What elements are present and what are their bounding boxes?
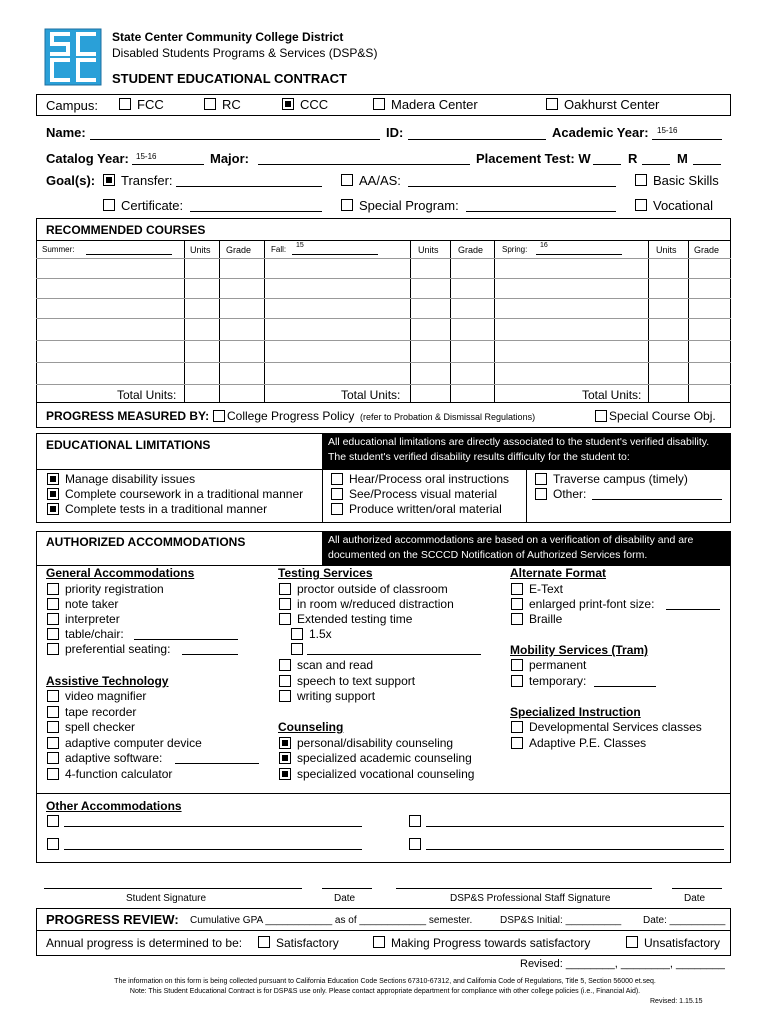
co-vocational-label: specialized vocational counseling (297, 767, 475, 781)
at-calculator-checkbox[interactable] (47, 768, 59, 780)
other-accommodations-title: Other Accommodations (46, 799, 182, 813)
ts-proctor-checkbox[interactable] (279, 583, 291, 595)
at-video-magnifier-label: video magnifier (65, 689, 147, 703)
recommended-courses-title: RECOMMENDED COURSES (46, 223, 206, 237)
spring-label: Spring: (502, 245, 528, 254)
limitation-coursework-label: Complete coursework in a traditional manner (65, 487, 304, 501)
placement-r-label: R (628, 151, 638, 166)
fall-label: Fall: (271, 245, 287, 254)
id-field[interactable] (408, 139, 546, 140)
campus-oakhurst-label: Oakhurst Center (564, 97, 660, 112)
ts-1-5x-label: 1.5x (309, 627, 332, 641)
limitation-produce-label: Produce written/oral material (349, 502, 502, 516)
at-adaptive-software-label: adaptive software: (65, 751, 163, 765)
ts-other-time-checkbox[interactable] (291, 643, 303, 655)
scccd-logo (44, 28, 102, 86)
gen-interpreter-label: interpreter (65, 612, 120, 626)
placement-r-field[interactable] (642, 164, 670, 165)
special-course-obj-label: Special Course Obj. (609, 409, 716, 423)
fall-value: 15 (296, 242, 304, 249)
gen-table-chair-label: table/chair: (65, 627, 124, 641)
alternate-format-title: Alternate Format (510, 566, 607, 580)
goal-certificate-checkbox[interactable] (103, 199, 115, 211)
summer-units-header: Units (190, 245, 211, 255)
limitation-other-checkbox[interactable] (535, 488, 547, 500)
fall-term-field[interactable] (292, 254, 378, 255)
other-accommodation-3-field[interactable] (64, 849, 362, 850)
spring-total-units-label: Total Units: (582, 388, 642, 402)
catalog-year-label: Catalog Year: (46, 151, 129, 166)
gen-priority-registration-label: priority registration (65, 582, 164, 596)
co-personal-label: personal/disability counseling (297, 736, 454, 750)
campus-fcc-label: FCC (137, 97, 164, 112)
making-progress-checkbox[interactable] (373, 936, 385, 948)
limitation-hear-label: Hear/Process oral instructions (349, 472, 510, 486)
summer-total-units-label: Total Units: (117, 388, 177, 402)
fall-units-header: Units (418, 245, 439, 255)
goal-aa-label: AA/AS: (359, 173, 401, 188)
satisfactory-checkbox[interactable] (258, 936, 270, 948)
general-accommodations-title: General Accommodations (46, 566, 195, 580)
goals-label: Goal(s): (46, 173, 96, 188)
academic-year-label: Academic Year: (552, 125, 649, 140)
goal-special-program-label: Special Program: (359, 198, 459, 213)
af-braille-label: Braille (529, 612, 563, 626)
spring-term-field[interactable] (536, 254, 622, 255)
program-name: Disabled Students Programs & Services (DSP&S) (112, 46, 378, 60)
academic-year-field[interactable] (652, 139, 722, 140)
placement-w-field[interactable] (593, 164, 621, 165)
fall-total-units-label: Total Units: (341, 388, 401, 402)
ts-extended-time-checkbox[interactable] (279, 613, 291, 625)
si-adaptive-pe-label: Adaptive P.E. Classes (529, 736, 647, 750)
limitation-other-field[interactable] (592, 499, 722, 500)
co-academic-label: specialized academic counseling (297, 751, 472, 765)
dsps-initial-line: DSP&S Initial: __________ (500, 915, 622, 926)
counseling-title: Counseling (278, 720, 344, 734)
academic-year-value: 15-16 (657, 126, 678, 135)
ms-permanent-label: permanent (529, 658, 587, 672)
ts-proctor-label: proctor outside of classroom (297, 582, 448, 596)
spring-value: 16 (540, 242, 548, 249)
limitation-traverse-checkbox[interactable] (535, 473, 547, 485)
testing-services-title: Testing Services (278, 566, 373, 580)
ts-extended-time-label: Extended testing time (297, 612, 413, 626)
campus-fcc-checkbox[interactable] (119, 98, 131, 110)
major-label: Major: (210, 151, 249, 166)
summer-label: Summer: (42, 245, 75, 254)
co-academic-checkbox[interactable] (279, 752, 291, 764)
at-adaptive-computer-checkbox[interactable] (47, 737, 59, 749)
ts-reduced-distraction-label: in room w/reduced distraction (297, 597, 454, 611)
af-etext-checkbox[interactable] (511, 583, 523, 595)
limitation-tests-checkbox[interactable] (47, 503, 59, 515)
goal-vocational-label: Vocational (653, 198, 713, 213)
ts-speech-to-text-label: speech to text support (297, 674, 416, 688)
making-progress-label: Making Progress towards satisfactory (391, 936, 591, 950)
campus-rc-checkbox[interactable] (204, 98, 216, 110)
mobility-services-title: Mobility Services (Tram) (510, 643, 649, 657)
district-name: State Center Community College District (112, 30, 344, 44)
summer-term-field[interactable] (86, 254, 172, 255)
other-accommodation-4-checkbox[interactable] (409, 838, 421, 850)
at-adaptive-software-checkbox[interactable] (47, 752, 59, 764)
ts-scan-read-label: scan and read (297, 658, 374, 672)
goal-special-program-checkbox[interactable] (341, 199, 353, 211)
at-video-magnifier-checkbox[interactable] (47, 690, 59, 702)
goal-special-program-field[interactable] (466, 211, 616, 212)
at-tape-recorder-checkbox[interactable] (47, 706, 59, 718)
unsatisfactory-checkbox[interactable] (626, 936, 638, 948)
staff-signature-field[interactable] (396, 888, 652, 889)
limitation-manage-disability-label: Manage disability issues (65, 472, 196, 486)
at-adaptive-software-field[interactable] (175, 763, 259, 764)
goal-transfer-checkbox[interactable] (103, 174, 115, 186)
co-personal-checkbox[interactable] (279, 737, 291, 749)
at-spell-checker-checkbox[interactable] (47, 721, 59, 733)
gen-note-taker-label: note taker (65, 597, 119, 611)
limitation-see-label: See/Process visual material (349, 487, 498, 501)
gen-table-chair-checkbox[interactable] (47, 628, 59, 640)
authorized-accommodations-title: AUTHORIZED ACCOMMODATIONS (46, 535, 246, 549)
authorized-accommodations-note: All authorized accommodations are based on a verification of disability and are documented on the SCCCD Notification of Authorized Services form. (322, 531, 731, 565)
si-developmental-checkbox[interactable] (511, 721, 523, 733)
footer-note-line: Note: This Student Educational Contract is for DSP&S use only. Please contact appropriate department for compliance with other college policies (i.e., Financial Aid). (129, 988, 641, 995)
limitation-other-label: Other: (553, 487, 587, 501)
campus-madera-checkbox[interactable] (373, 98, 385, 110)
limitation-manage-disability-checkbox[interactable] (47, 473, 59, 485)
si-adaptive-pe-checkbox[interactable] (511, 737, 523, 749)
goal-transfer-field[interactable] (176, 186, 322, 187)
major-field[interactable] (258, 164, 470, 165)
educational-limitations-title: EDUCATIONAL LIMITATIONS (46, 438, 211, 452)
college-progress-policy-label: College Progress Policy (227, 409, 355, 423)
campus-ccc-label: CCC (300, 97, 329, 112)
special-course-obj-checkbox[interactable] (595, 410, 607, 422)
goal-basic-skills-checkbox[interactable] (635, 174, 647, 186)
ts-writing-support-checkbox[interactable] (279, 690, 291, 702)
limitation-see-checkbox[interactable] (331, 488, 343, 500)
at-spell-checker-label: spell checker (65, 720, 136, 734)
placement-m-field[interactable] (693, 164, 721, 165)
review-date-line: Date: __________ (643, 915, 726, 926)
student-date-field[interactable] (322, 888, 372, 889)
spring-grade-header: Grade (694, 245, 720, 255)
af-enlarged-print-checkbox[interactable] (511, 598, 523, 610)
assistive-technology-title: Assistive Technology (46, 674, 169, 688)
ts-reduced-distraction-checkbox[interactable] (279, 598, 291, 610)
other-accommodation-2-field[interactable] (426, 826, 724, 827)
specialized-instruction-title: Specialized Instruction (510, 705, 641, 719)
college-progress-policy-checkbox[interactable] (213, 410, 225, 422)
gen-preferential-seating-checkbox[interactable] (47, 643, 59, 655)
campus-madera-label: Madera Center (391, 97, 478, 112)
limitation-hear-checkbox[interactable] (331, 473, 343, 485)
name-label: Name: (46, 125, 86, 140)
campus-label: Campus: (46, 98, 99, 113)
ms-temporary-label: temporary: (529, 674, 587, 688)
other-accommodation-1-field[interactable] (64, 826, 362, 827)
ms-temporary-checkbox[interactable] (511, 675, 523, 687)
limitation-produce-checkbox[interactable] (331, 503, 343, 515)
ts-speech-to-text-checkbox[interactable] (279, 675, 291, 687)
other-accommodation-3-checkbox[interactable] (47, 838, 59, 850)
limitation-tests-label: Complete tests in a traditional manner (65, 502, 268, 516)
id-label: ID: (386, 125, 404, 140)
placement-m-label: M (677, 151, 688, 166)
af-enlarged-print-label: enlarged print-font size: (529, 597, 655, 611)
goal-transfer-label: Transfer: (121, 173, 173, 188)
ts-scan-read-checkbox[interactable] (279, 659, 291, 671)
goal-certificate-field[interactable] (190, 211, 322, 212)
revised-dates-line: Revised: ________, ________, ________ (520, 958, 725, 970)
student-signature-field[interactable] (44, 888, 302, 889)
footer-revised: Revised: 1.15.15 (650, 998, 703, 1005)
other-accommodation-4-field[interactable] (426, 849, 724, 850)
gen-preferential-seating-field[interactable] (182, 654, 238, 655)
annual-progress-label: Annual progress is determined to be: (46, 936, 243, 950)
goal-certificate-label: Certificate: (121, 198, 184, 213)
catalog-year-value: 15-16 (136, 152, 157, 161)
af-etext-label: E-Text (529, 582, 564, 596)
co-vocational-checkbox[interactable] (279, 768, 291, 780)
gen-interpreter-checkbox[interactable] (47, 613, 59, 625)
gen-priority-registration-checkbox[interactable] (47, 583, 59, 595)
cumulative-gpa-line: Cumulative GPA ____________ as of ____________ semester. (190, 915, 473, 926)
campus-rc-label: RC (222, 97, 241, 112)
gen-preferential-seating-label: preferential seating: (65, 642, 171, 656)
staff-signature-label: DSP&S Professional Staff Signature (450, 893, 611, 904)
goal-vocational-checkbox[interactable] (635, 199, 647, 211)
staff-date-field[interactable] (672, 888, 722, 889)
student-date-label: Date (334, 893, 356, 904)
student-signature-label: Student Signature (126, 893, 207, 904)
progress-review-title: PROGRESS REVIEW: (46, 912, 179, 927)
progress-measured-label: PROGRESS MEASURED BY: (46, 409, 210, 423)
footer-legal-line: The information on this form is being collected pursuant to California Education Code Sections 67310-67312, and California Code of Regulations, Title 5, Section 56000 et.seq. (114, 978, 656, 985)
form-title: STUDENT EDUCATIONAL CONTRACT (112, 71, 347, 86)
at-tape-recorder-label: tape recorder (65, 705, 137, 719)
spring-units-header: Units (656, 245, 677, 255)
placement-test-label: Placement Test: W (476, 151, 591, 166)
goal-aa-field[interactable] (408, 186, 616, 187)
goal-aa-checkbox[interactable] (341, 174, 353, 186)
catalog-year-field[interactable] (132, 164, 204, 165)
ms-temporary-field[interactable] (594, 686, 656, 687)
ms-permanent-checkbox[interactable] (511, 659, 523, 671)
af-braille-checkbox[interactable] (511, 613, 523, 625)
af-enlarged-print-field[interactable] (666, 609, 720, 610)
staff-date-label: Date (684, 893, 706, 904)
si-developmental-label: Developmental Services classes (529, 720, 702, 734)
other-accommodation-1-checkbox[interactable] (47, 815, 59, 827)
limitation-traverse-label: Traverse campus (timely) (553, 472, 688, 486)
college-progress-policy-note: (refer to Probation & Dismissal Regulations) (360, 412, 536, 422)
ts-writing-support-label: writing support (297, 689, 376, 703)
campus-oakhurst-checkbox[interactable] (546, 98, 558, 110)
other-accommodation-2-checkbox[interactable] (409, 815, 421, 827)
ts-other-time-field[interactable] (307, 654, 481, 655)
gen-note-taker-checkbox[interactable] (47, 598, 59, 610)
fall-grade-header: Grade (458, 245, 484, 255)
satisfactory-label: Satisfactory (276, 936, 339, 950)
at-adaptive-computer-label: adaptive computer device (65, 736, 202, 750)
unsatisfactory-label: Unsatisfactory (644, 936, 721, 950)
goal-basic-skills-label: Basic Skills (653, 173, 719, 188)
gen-table-chair-field[interactable] (134, 639, 238, 640)
name-field[interactable] (90, 139, 380, 140)
campus-ccc-checkbox[interactable] (282, 98, 294, 110)
educational-limitations-note: All educational limitations are directly associated to the student's verified disability. The student's verified disability results difficulty for the student to: (322, 433, 731, 469)
ts-1-5x-checkbox[interactable] (291, 628, 303, 640)
at-calculator-label: 4-function calculator (65, 767, 173, 781)
limitation-coursework-checkbox[interactable] (47, 488, 59, 500)
summer-grade-header: Grade (226, 245, 252, 255)
